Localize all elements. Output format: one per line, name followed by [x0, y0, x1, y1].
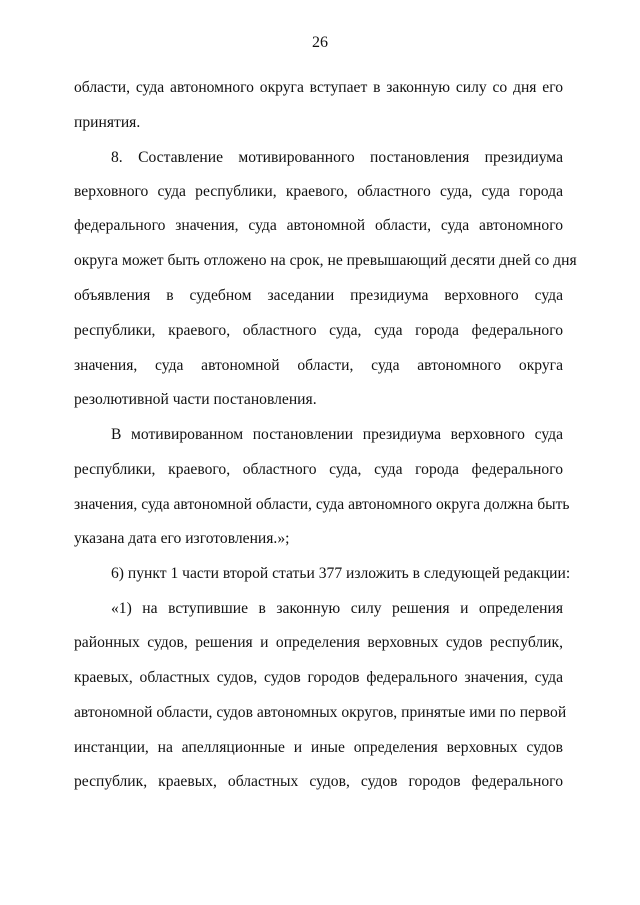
text-line: резолютивной части постановления.	[74, 391, 317, 408]
text-line: автономной области, судов автономных округов, принятые ими по первой	[74, 704, 567, 721]
text-line: области, суда автономного округа вступает в законную силу со дня его	[74, 79, 563, 96]
page-number: 26	[312, 34, 328, 51]
text-line: указана дата его изготовления.»;	[74, 530, 290, 547]
text-line: республики, краевого, областного суда, суда города федерального	[74, 322, 563, 339]
text-line: республик, краевых, областных судов, судов городов федерального	[74, 773, 563, 790]
text-line: округа может быть отложено на срок, не превышающий десяти дней со дня	[74, 252, 577, 269]
text-line: краевых, областных судов, судов городов федерального значения, суда	[74, 669, 563, 686]
text-line: инстанции, на апелляционные и иные определения верховных судов	[74, 739, 563, 756]
text-line: значения, суда автономной области, суда автономного округа должна быть	[74, 496, 570, 513]
text-line: В мотивированном постановлении президиума верховного суда	[111, 426, 563, 443]
text-line: федерального значения, суда автономной области, суда автономного	[74, 217, 563, 234]
text-line: принятия.	[74, 114, 141, 131]
text-line: значения, суда автономной области, суда автономного округа	[74, 357, 563, 374]
text-line: 8. Составление мотивированного постановления президиума	[111, 149, 563, 166]
text-line: республики, краевого, областного суда, суда города федерального	[74, 461, 563, 478]
text-line: «1) на вступившие в законную силу решения и определения	[111, 600, 563, 617]
text-line: районных судов, решения и определения верховных судов республик,	[74, 634, 563, 651]
text-line: объявления в судебном заседании президиума верховного суда	[74, 287, 563, 304]
text-line: верховного суда республики, краевого, областного суда, суда города	[74, 183, 563, 200]
text-line: 6) пункт 1 части второй статьи 377 изложить в следующей редакции:	[111, 565, 571, 582]
